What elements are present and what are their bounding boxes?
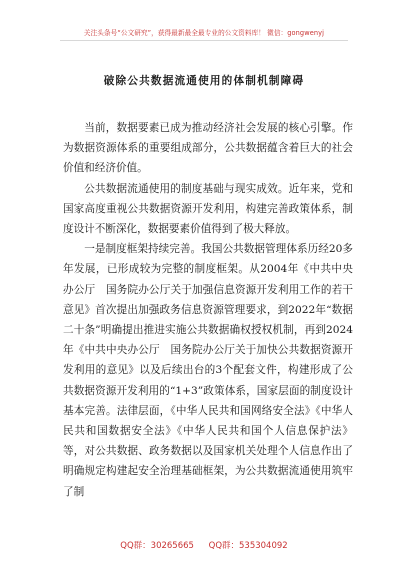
- footer-qq-group-1: QQ群：30265665: [120, 541, 194, 551]
- paragraph-intro: 当前，数据要素已成为推动经济社会发展的核心引擎。作为数据资源体系的重要组成部分，公共数据蕴含着巨大的社会价值和经济价值。: [63, 122, 353, 175]
- document-body: [63, 118, 353, 502]
- footer-contact: [0, 539, 408, 551]
- footer-qq-group-2: QQ群：535304092: [208, 541, 288, 551]
- header-banner: 关注头条号“公文研究”，获得最新最全最专业的公文资料库！ 微信：gongwenyj: [83, 29, 325, 37]
- header-divider: [60, 40, 348, 41]
- paragraph-framework: 一是制度框架持续完善。我国公共数据管理体系历经20多年发展，已形成较为完整的制度框架。从2004年《中共中央办公厅 国务院办公厅关于加强信息资源开发利用工作的若干意见》首次提出加强政务信息资源管理要求，到2022年“数据二十条”明确提出推进实施公共数据确权授权机制，再到2024年《中共中央办公厅 国务院办公厅关于加快公共数据资源开发利用的意见》以及后续出台的3个配套文件，构建形成了公共数据资源开发利用的“1+3”政策体系，国家层面的制度设计基本完善。法律层面，《中华人民共和国网络安全法》《中华人民共和国数据安全法》《中华人民共和国个人信息保护法》等，对公共数据、政务数据以及国家机关处理个人信息作出了明确规定构建起安全治理基础框架，为公共数据流通使用筑牢了制: [63, 243, 353, 498]
- document-title: 破除公共数据流通使用的体制机制障碍: [103, 75, 305, 87]
- paragraph-section-heading: 公共数据流通使用的制度基础与现实成效。近年来，党和国家高度重视公共数据资源开发利用，构建完善政策体系，制度设计不断深化，数据要素价值得到了极大释放。: [63, 182, 353, 236]
